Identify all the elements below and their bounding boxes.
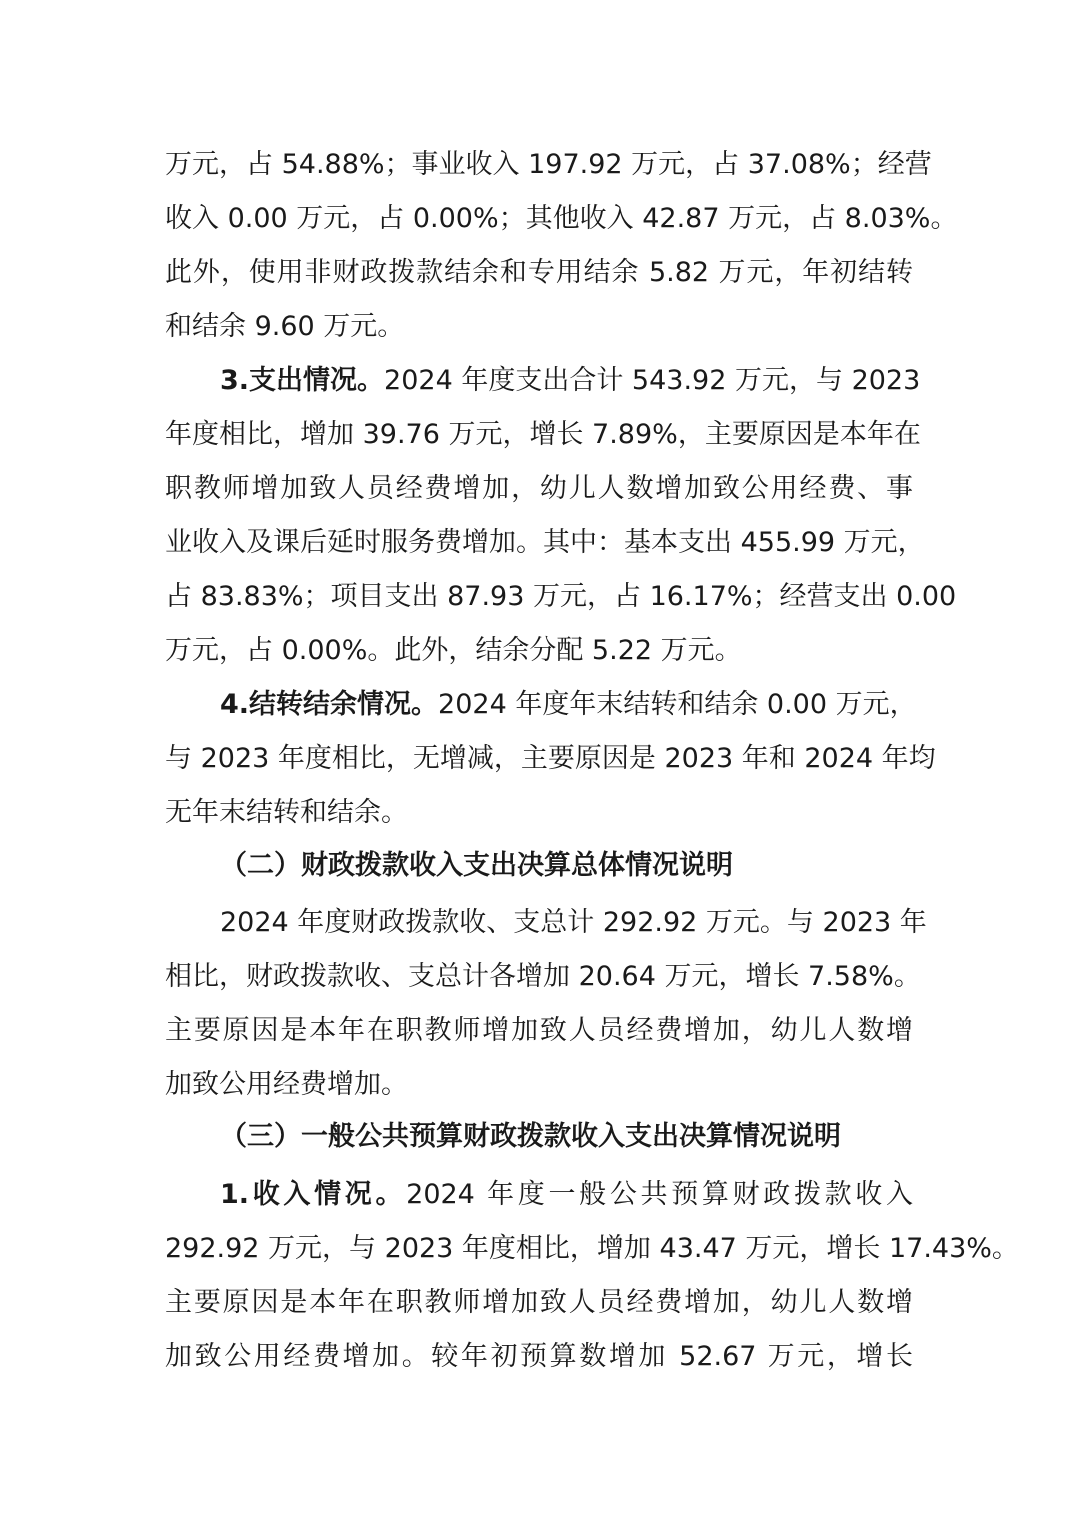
paragraph-line: 万元，占 0.00%。此外，结余分配 5.22 万元。: [165, 635, 742, 666]
paragraph-text: 2024 年度一般公共预算财政拨款收入: [406, 1179, 913, 1210]
section-heading: （三）一般公共预算财政拨款收入支出决算情况说明: [220, 1121, 841, 1152]
paragraph-line: 年度相比，增加 39.76 万元，增长 7.89%，主要原因是本年在: [165, 419, 921, 450]
paragraph-line: 业收入及课后延时服务费增加。其中：基本支出 455.99 万元，: [165, 527, 925, 558]
section-lead: 4.结转结余情况。: [220, 689, 439, 720]
section-lead: 1.收入情况。: [220, 1179, 407, 1210]
paragraph-line: 2024 年度财政拨款收、支总计 292.92 万元。与 2023 年: [220, 907, 927, 938]
paragraph-line: 占 83.83%；项目支出 87.93 万元，占 16.17%；经营支出 0.00: [165, 581, 957, 612]
paragraph-line: 加致公用经费增加。较年初预算数增加 52.67 万元，增长: [165, 1341, 913, 1372]
section-lead: 3.支出情况。: [220, 365, 385, 396]
paragraph-line: 292.92 万元，与 2023 年度相比，增加 43.47 万元，增长 17.43%。: [165, 1233, 1019, 1264]
paragraph-line: 无年末结转和结余。: [165, 797, 408, 828]
paragraph-line: 加致公用经费增加。: [165, 1069, 408, 1100]
paragraph-line: [220, 1175, 913, 1215]
paragraph-line: 收入 0.00 万元，占 0.00%；其他收入 42.87 万元，占 8.03%。: [165, 203, 958, 234]
paragraph-line: 主要原因是本年在职教师增加致人员经费增加，幼儿人数增: [165, 1015, 913, 1046]
paragraph-line: 与 2023 年度相比，无增减，主要原因是 2023 年和 2024 年均: [165, 743, 936, 774]
paragraph-line: [220, 361, 921, 401]
paragraph-line: 主要原因是本年在职教师增加致人员经费增加，幼儿人数增: [165, 1287, 913, 1318]
paragraph-text: 2024 年度年末结转和结余 0.00 万元，: [438, 689, 917, 720]
paragraph-line: [220, 685, 917, 725]
section-heading: （二）财政拨款收入支出决算总体情况说明: [220, 850, 733, 881]
paragraph-line: 此外，使用非财政拨款结余和专用结余 5.82 万元，年初结转: [165, 257, 913, 288]
paragraph-line: 职教师增加致人员经费增加，幼儿人数增加致公用经费、事: [165, 473, 913, 504]
paragraph-line: 相比，财政拨款收、支总计各增加 20.64 万元，增长 7.58%。: [165, 961, 921, 992]
paragraph-text: 2024 年度支出合计 543.92 万元，与 2023: [384, 365, 921, 396]
paragraph-line: 和结余 9.60 万元。: [165, 311, 405, 342]
paragraph-line: 万元，占 54.88%；事业收入 197.92 万元，占 37.08%；经营: [165, 149, 932, 180]
